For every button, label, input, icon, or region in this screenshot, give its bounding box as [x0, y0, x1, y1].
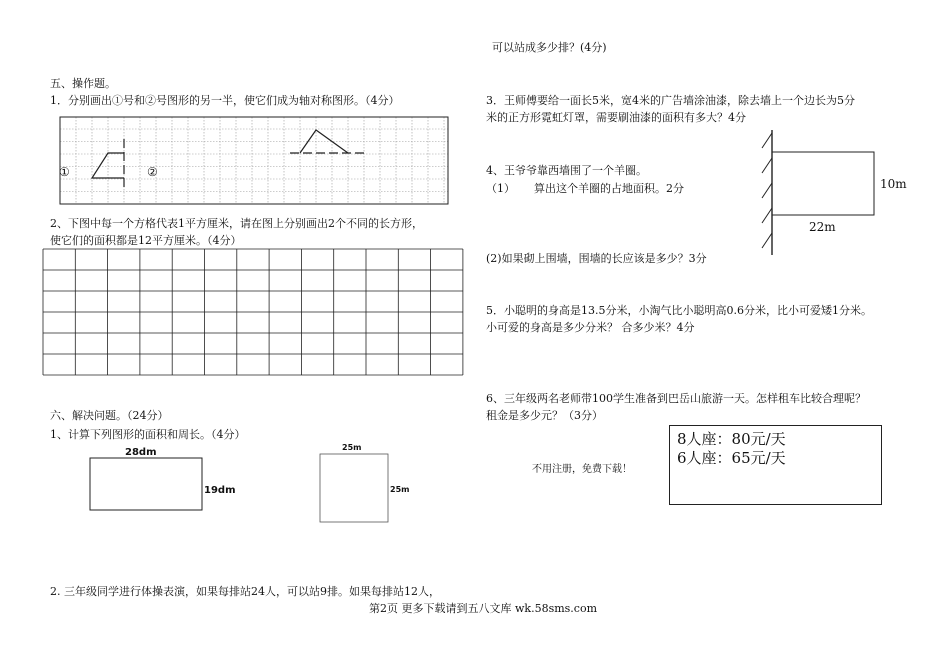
q5-2-line2: 使它们的面积都是12平方厘米。（4分）: [50, 234, 242, 247]
pen-width-label: 10m: [880, 177, 907, 191]
q6-4-sub1-num: （1）: [486, 182, 515, 195]
q6-3-line2: 米的正方形霓虹灯罩，需要刷油漆的面积有多大？4分: [486, 111, 746, 124]
rect-top-label: 28dm: [125, 447, 157, 458]
q5-1-text: 1．分别画出①号和②号图形的另一半，使它们成为轴对称图形。（4分）: [50, 94, 400, 107]
section6-title: 六、解决问题。（24分）: [50, 409, 169, 422]
q6-2-text: 2. 三年级同学进行体操表演，如果每排站24人，可以站9排。如果每排站12人，: [50, 585, 440, 598]
q6-6-line1: 6、三年级两名老师带100学生准备到巴岳山旅游一天。怎样租车比较合理呢？: [486, 392, 866, 405]
q6-4-sub2: (2)如果砌上围墙，围墙的长应该是多少？3分: [486, 252, 707, 265]
square-top-label: 25m: [342, 443, 362, 452]
q6-5-line1: 5．小聪明的身高是13.5分米，小淘气比小聪明高0.6分米，比小可爱矮1分米。: [486, 304, 872, 317]
q6-4-line1: 4、王爷爷靠西墙围了一个羊圈。: [486, 164, 647, 177]
q6-1-text: 1、计算下列图形的面积和周长。（4分）: [50, 428, 246, 441]
figure-marker-1: ①: [59, 165, 70, 179]
price-6-seat: 6人座：65元/天: [677, 449, 786, 467]
q5-2-line1: 2、下图中每一个方格代表1平方厘米，请在图上分别画出2个不同的长方形，: [50, 217, 423, 230]
page-footer: 第2页 更多下载请到五八文库 wk.58sms.com: [369, 602, 597, 615]
q6-4-sub1-text: 算出这个羊圈的占地面积。2分: [534, 182, 684, 195]
price-box: [669, 425, 882, 505]
pen-length-label: 22m: [809, 220, 836, 234]
q6-3-line1: 3．王师傅要给一面长5米，宽4米的广告墙涂油漆，除去墙上一个边长为5分: [486, 94, 855, 107]
rect-side-label: 19dm: [204, 485, 236, 496]
q6-6-line2: 租金是多少元？（3分）: [486, 409, 603, 422]
question-continuation: 可以站成多少排？(4分): [492, 41, 607, 54]
square-side-label: 25m: [390, 485, 410, 494]
section5-title: 五、操作题。: [50, 77, 116, 90]
free-download-note: 不用注册，免费下载！: [532, 464, 632, 475]
figure-marker-2: ②: [147, 165, 158, 179]
price-8-seat: 8人座：80元/天: [677, 430, 786, 448]
q6-5-line2: 小可爱的身高是多少分米？ 合多少米？4分: [486, 321, 695, 334]
